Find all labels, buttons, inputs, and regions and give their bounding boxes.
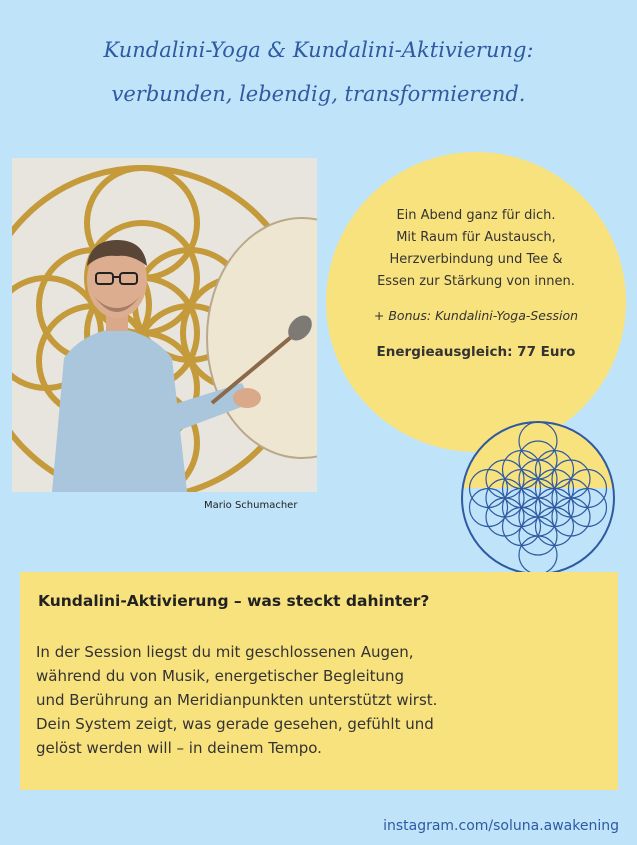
portrait-photo [12, 158, 317, 492]
title-line-2: verbunden, lebendig, transformierend. [111, 82, 526, 106]
offer-text [326, 205, 626, 363]
flower-of-life-icon [458, 418, 618, 578]
bonus-text: + Bonus: Kundalini-Yoga-Session [373, 308, 579, 323]
offer-line-3: Herzverbindung und Tee & [389, 252, 563, 267]
info-line: gelöst werden will – in deinem Tempo. [36, 739, 322, 757]
info-line: während du von Musik, energetischer Begleitung [36, 667, 405, 685]
instagram-link[interactable]: instagram.com/soluna.awakening [383, 818, 619, 834]
photo-caption: Mario Schumacher [204, 500, 298, 511]
info-text [36, 640, 606, 760]
offer-line-2: Mit Raum für Austausch, [396, 230, 556, 245]
info-line: und Berührung an Meridianpunkten unterstützt wirst. [36, 691, 438, 709]
portrait-illustration [12, 158, 317, 492]
info-line: Dein System zeigt, was gerade gesehen, gefühlt und [36, 715, 434, 733]
offer-line-4: Essen zur Stärkung von innen. [377, 274, 575, 289]
offer-line-1: Ein Abend ganz für dich. [396, 208, 556, 223]
info-box [20, 572, 618, 790]
page-title [0, 28, 637, 116]
info-heading: Kundalini-Aktivierung – was steckt dahinter? [38, 592, 430, 610]
info-line: In der Session liegst du mit geschlossenen Augen, [36, 643, 414, 661]
title-line-1: Kundalini-Yoga & Kundalini-Aktivierung: [103, 38, 534, 62]
price-text: Energieausgleich: 77 Euro [376, 344, 576, 360]
